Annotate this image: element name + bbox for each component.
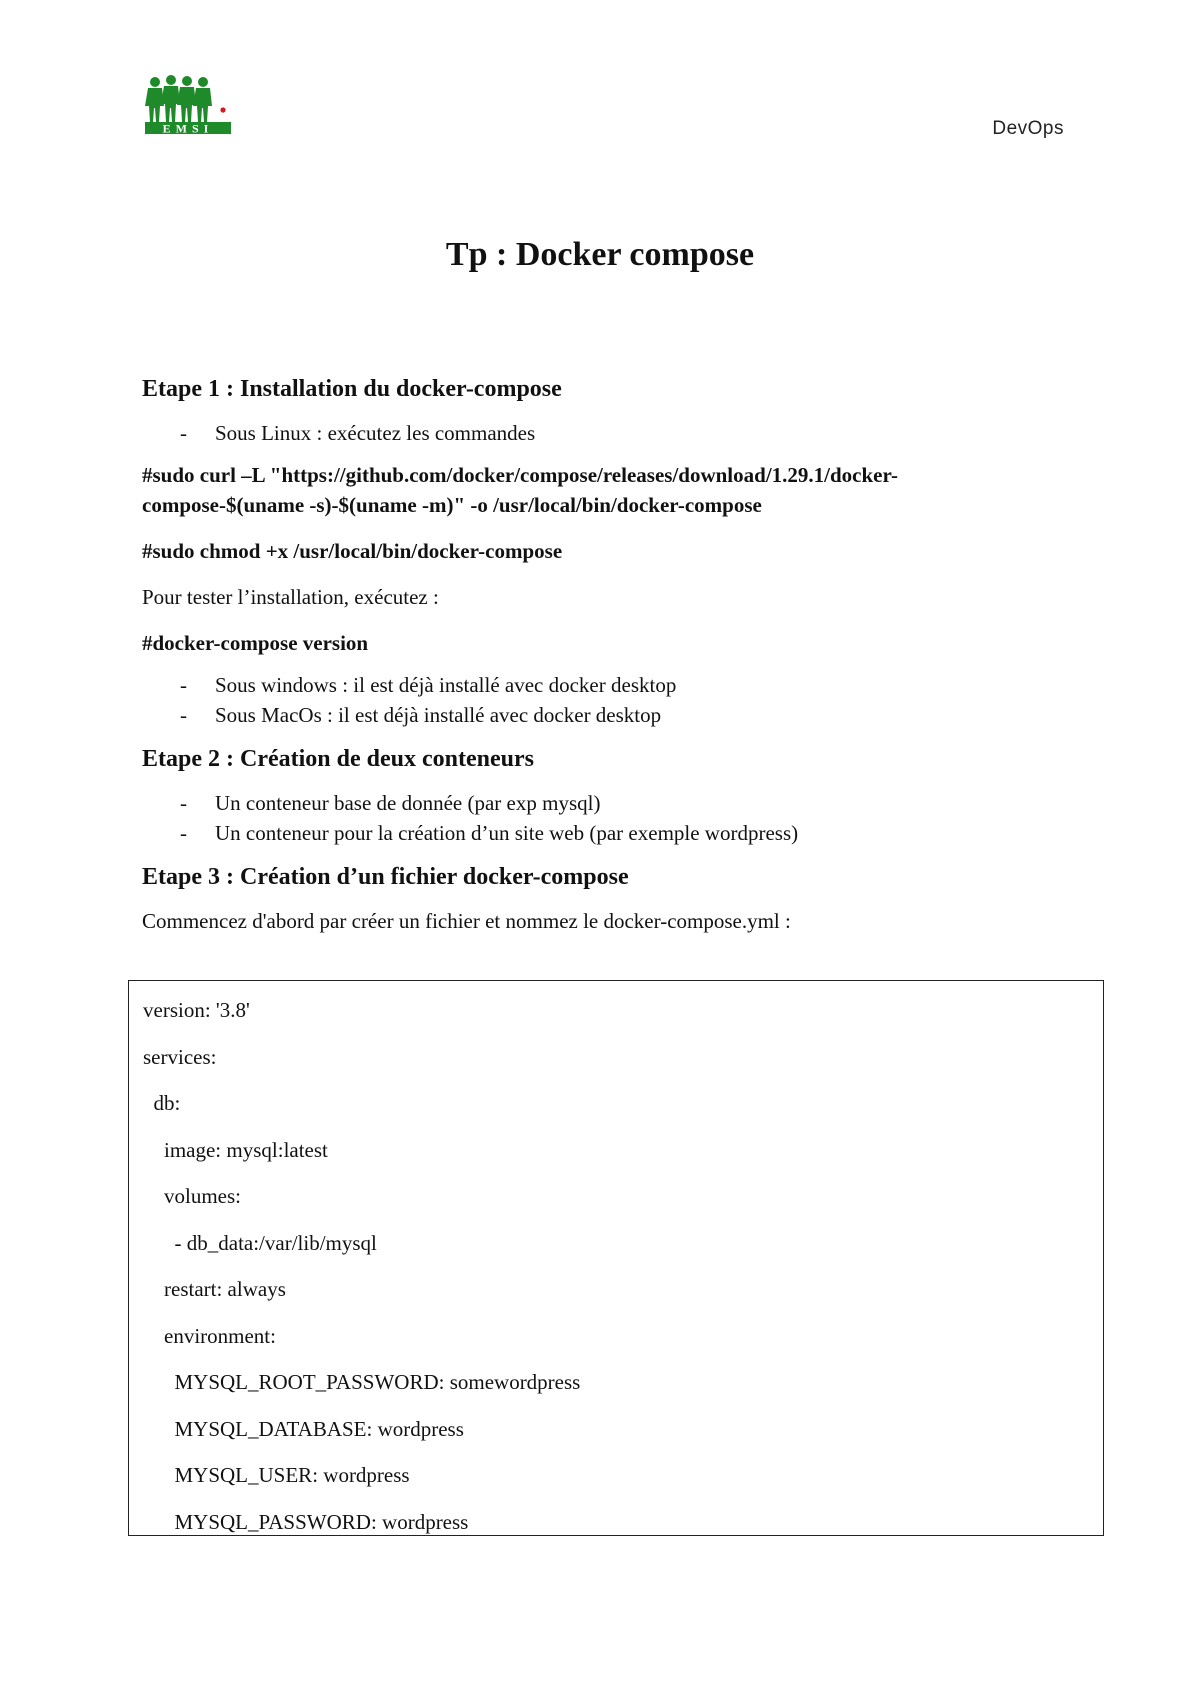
bullet-windows: - Sous windows : il est déjà installé avec docker desktop [142, 670, 1070, 700]
page-title: Tp : Docker compose [445, 236, 755, 273]
compose-line: services: [143, 1044, 217, 1069]
test-intro: Pour tester l’installation, exécutez : [142, 585, 439, 609]
compose-line: volumes: [143, 1184, 241, 1208]
emsi-logo [145, 74, 235, 136]
compose-line: MYSQL_DATABASE: wordpress [143, 1416, 464, 1441]
compose-line: image: mysql:latest [143, 1137, 328, 1162]
curl-command-line2: compose-$(uname -s)-$(uname -m)" -o /usr/local/bin/docker-compose [142, 493, 762, 517]
step3-intro: Commencez d'abord par créer un fichier et nommez le docker-compose.yml : [142, 909, 791, 933]
compose-file-box [128, 980, 1104, 1536]
step1-os-list [142, 670, 1070, 730]
document-body [142, 372, 1070, 936]
compose-line: environment: [143, 1323, 276, 1348]
bullet-linux: - Sous Linux : exécutez les commandes [142, 418, 1070, 448]
step2-heading: Etape 2 : Création de deux conteneurs [142, 746, 534, 772]
version-command: #docker-compose version [142, 631, 369, 655]
compose-line: - db_data:/var/lib/mysql [143, 1230, 377, 1255]
compose-line: version: '3.8' [143, 998, 250, 1022]
bullet-macos: - Sous MacOs : il est déjà installé avec docker desktop [142, 700, 1070, 730]
bullet-db-container: - Un conteneur base de donnée (par exp mysql) [142, 788, 1070, 818]
compose-line: MYSQL_ROOT_PASSWORD: somewordpress [143, 1370, 581, 1394]
course-label: DevOps [992, 118, 1064, 139]
step1-heading: Etape 1 : Installation du docker-compose [142, 376, 562, 402]
compose-line: MYSQL_USER: wordpress [143, 1463, 410, 1487]
compose-line: db: [143, 1091, 181, 1115]
bullet-web-container: - Un conteneur pour la création d’un site web (par exemple wordpress) [142, 818, 1070, 848]
compose-line: restart: always [143, 1277, 286, 1301]
step1-linux-list [142, 418, 1070, 448]
logo-text: EMSI [162, 121, 214, 136]
compose-line: MYSQL_PASSWORD: wordpress [143, 1509, 469, 1534]
step3-heading: Etape 3 : Création d’un fichier docker-compose [142, 864, 629, 890]
curl-command-line1: #sudo curl –L "https://github.com/docker/compose/releases/download/1.29.1/docker- [142, 463, 899, 487]
step2-list [142, 788, 1070, 848]
chmod-command: #sudo chmod +x /usr/local/bin/docker-compose [142, 539, 563, 563]
